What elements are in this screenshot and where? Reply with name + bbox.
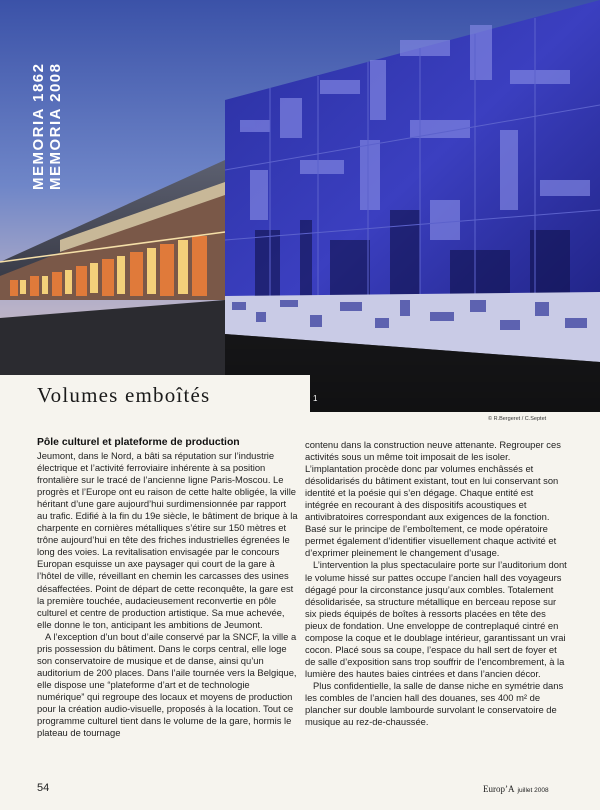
- paragraph: Jeumont, dans le Nord, a bâti sa réputation sur l’industrie électrique et l’activité ferroviaire inhérente à sa position frontalière sur le tracé de l’ancienne ligne Paris-Moscou. Le progrès et l’Europe ont eu raison de cette halte obligée, la ville héritant d’une gare aujourd’hui surdimensionnée par rapport au trafic. Edifié à la fin du 19e siècle, le bâtiment de brique à la charpente en cornières métalliques s’étire sur 150 mètres et trône aujourd’hui en tête des friches industrielles égrenées le long des voies. La revitalisation envisagée par le concours Europan esquisse un axe paysager qui court de la gare à l’hôtel de ville, réveillant en chemin les carcasses des usines désaffectées. Point de départ de cette reconquête, la gare est la première touchée, audacieusement reconvertie en pôle culturel et centre de production artistique. Sa mue achevée, elle donne le ton, anticipant les ambitions de Jeumont.: [37, 450, 298, 630]
- memoria-1862-label: MEMORIA 1862: [30, 62, 47, 190]
- paragraph: L’intervention la plus spectaculaire porte sur l’auditorium dont le volume hissé sur pattes occupe l’ancien hall des voyageurs dégagé pour la circonstance jusqu’aux combles. Totalement désolidarisée, sa structure métallique en berceau repose sur six pieds équipés de boîtes à ressorts placées en tête des pieux de fondation. Une enveloppe de contreplaqué cintré en compose la coque et le doublage intérieur, garantissant un vrai cocon. Placé sous sa coupe, l’espace du hall sert de foyer et de salle d’exposition sans trop souffrir de l’encombrement, à la lumière des hautes baies cintrées et dans l’ancien décor.: [305, 559, 567, 679]
- article-column-1: [37, 437, 299, 739]
- paragraph: Plus confidentielle, la salle de danse niche en symétrie dans les combles de l’ancien hall des douanes, ses 400 m² de plancher sur double lambourde survolant le conservatoire de musique au rez-de-chaussée.: [305, 679, 564, 728]
- magazine-name: Europ’A: [483, 784, 515, 794]
- photo-credit: © R.Bergeret / C.Septet: [488, 416, 547, 422]
- paragraph: A l’exception d’un bout d’aile conservé par la SNCF, la ville a pris possession du bâtiment. Dans le corps central, elle loge son conservatoire de musique et de danse, ainsi qu’un auditorium de 200 places. Dans l’aile tournée vers la Belgique, elle dispose une “plateforme d’art et de technologie numérique” qui regroupe des locaux et moyens de production pour la création audio-visuelle, proposés à la location. Tout ce programme culturel tient dans le volume de la gare, hormis le plateau de tournage: [37, 630, 297, 739]
- paragraph: contenu dans la construction neuve attenante. Regrouper ces activités sous un même toit imposait de les isoler. L’implantation procède donc par volumes enchâssés et désolidarisés du bâtiment existant, tout en lui conservant son identité et la poésie qui s’en dégage. Chaque entité est intégrée en recourant à des dispositifs acoustiques et antivibratoires correspondant aux exigences de la fonction. Basé sur le principe de l’emboîtement, ce mode opératoire permet également d’identifier visuellement chaque activité et d’exprimer pleinement le changement d’usage.: [305, 439, 561, 559]
- article-subheading: Pôle culturel et plateforme de production: [37, 437, 240, 448]
- issue-date: juillet 2008: [517, 787, 549, 794]
- page-number: 54: [37, 782, 50, 794]
- article-column-2: [305, 439, 567, 728]
- article-title: Volumes emboîtés: [37, 383, 211, 407]
- photo-vertical-caption: [30, 63, 64, 190]
- magazine-footer: [483, 784, 549, 794]
- figure-number: 1: [313, 394, 318, 403]
- memoria-2008-label: MEMORIA 2008: [47, 62, 64, 190]
